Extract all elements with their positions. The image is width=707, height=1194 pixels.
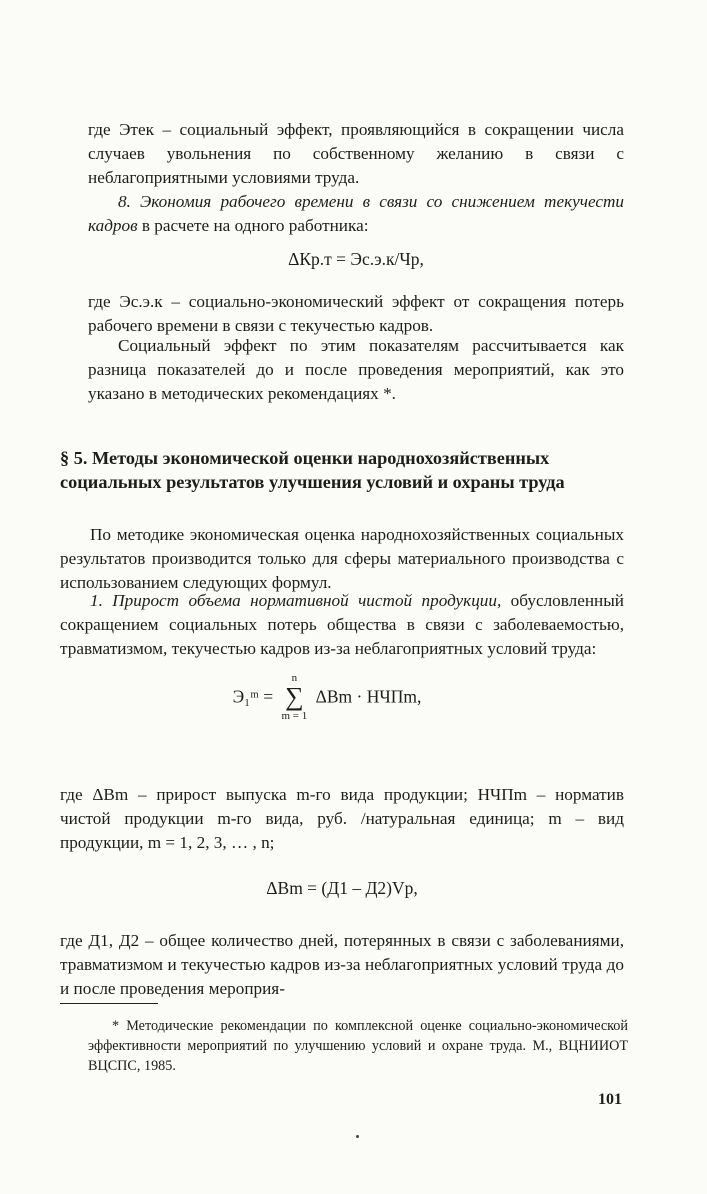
item-8-title: 8. Экономия рабочего времени в связи со снижением текучести кадров <box>88 192 624 235</box>
item-1-title: 1. Прирост объема нормативной чистой продукции, <box>90 591 502 610</box>
footnote-text: * Методические рекомендации по комплексной оценке социально-экономической эффективности мероприятий по улучшению условий и охране труда. М., ВЦНИИОТ ВЦСПС, 1985. <box>88 1018 628 1074</box>
sum-upper-limit: n <box>291 672 298 684</box>
paragraph-d1-d2-definition <box>60 929 624 1001</box>
sum-operator <box>281 672 307 722</box>
page-number: 101 <box>598 1091 622 1108</box>
item-8-text: в расчете на одного работника: <box>137 216 369 235</box>
paragraph-social-effect <box>88 334 624 406</box>
sum-lower-limit: m = 1 <box>281 710 308 722</box>
paragraph-methodology <box>60 523 624 595</box>
formula-e1 <box>60 672 624 722</box>
text-ete-definition: где Этек – социальный эффект, проявляющийся в сокращении числа случаев увольнения по собственному желанию в связи с неблагоприятными условиями труда. <box>88 120 624 187</box>
sum-symbol: ∑ <box>285 682 304 711</box>
section-heading <box>60 446 580 494</box>
section-title: § 5. Методы экономической оценки народнохозяйственных социальных результатов улучшения условий и охраны труда <box>60 448 565 492</box>
footnote-rule <box>60 1003 158 1004</box>
text-esek-definition: где Эс.э.к – социально-экономический эффект от сокращения потерь рабочего времени в связи с текучестью кадров. <box>88 292 624 335</box>
text-d1-d2-definition: где Д1, Д2 – общее количество дней, потерянных в связи с заболеваниями, травматизмом и текучестью кадров из-за неблагоприятных условий труда до и после проведения мероприя- <box>60 931 624 998</box>
formula-e1-left: Э₁ᵐ = <box>232 686 274 707</box>
text-social-effect: Социальный эффект по этим показателям рассчитывается как разница показателей до и после проведения мероприятий, как это указано в методических рекомендациях *. <box>88 336 624 403</box>
formula-delta-k-text: ΔКр.т = Эс.э.к/Чр, <box>288 249 424 269</box>
item-1-text: обусловленный сокращением социальных потерь общества в связи с заболеваемостью, травматизмом, текучестью кадров из-за неблагоприятных условий труда: <box>60 591 624 658</box>
paragraph-delta-b-definition <box>60 783 624 855</box>
paragraph-esek-definition <box>88 290 624 338</box>
text-methodology: По методике экономическая оценка народнохозяйственных социальных результатов производится только для сферы материального производства с использованием следующих формул. <box>60 525 624 592</box>
formula-delta-k <box>88 247 624 271</box>
footnote <box>88 1016 628 1076</box>
formula-delta-b-text: ΔВm = (Д1 – Д2)Vр, <box>266 878 418 898</box>
print-speck <box>356 1135 359 1138</box>
formula-delta-b <box>60 876 624 900</box>
text-delta-b-definition: где ΔВm – прирост выпуска m-го вида продукции; НЧПm – норматив чистой продукции m-го вида, руб. /натуральная единица; m – вид продукции, m = 1, 2, 3, … , n; <box>60 785 624 852</box>
paragraph-ete-definition <box>88 118 624 190</box>
paragraph-item-8 <box>88 190 624 238</box>
paragraph-item-1 <box>60 589 624 661</box>
formula-e1-right: ΔВm · НЧПm, <box>315 686 422 707</box>
